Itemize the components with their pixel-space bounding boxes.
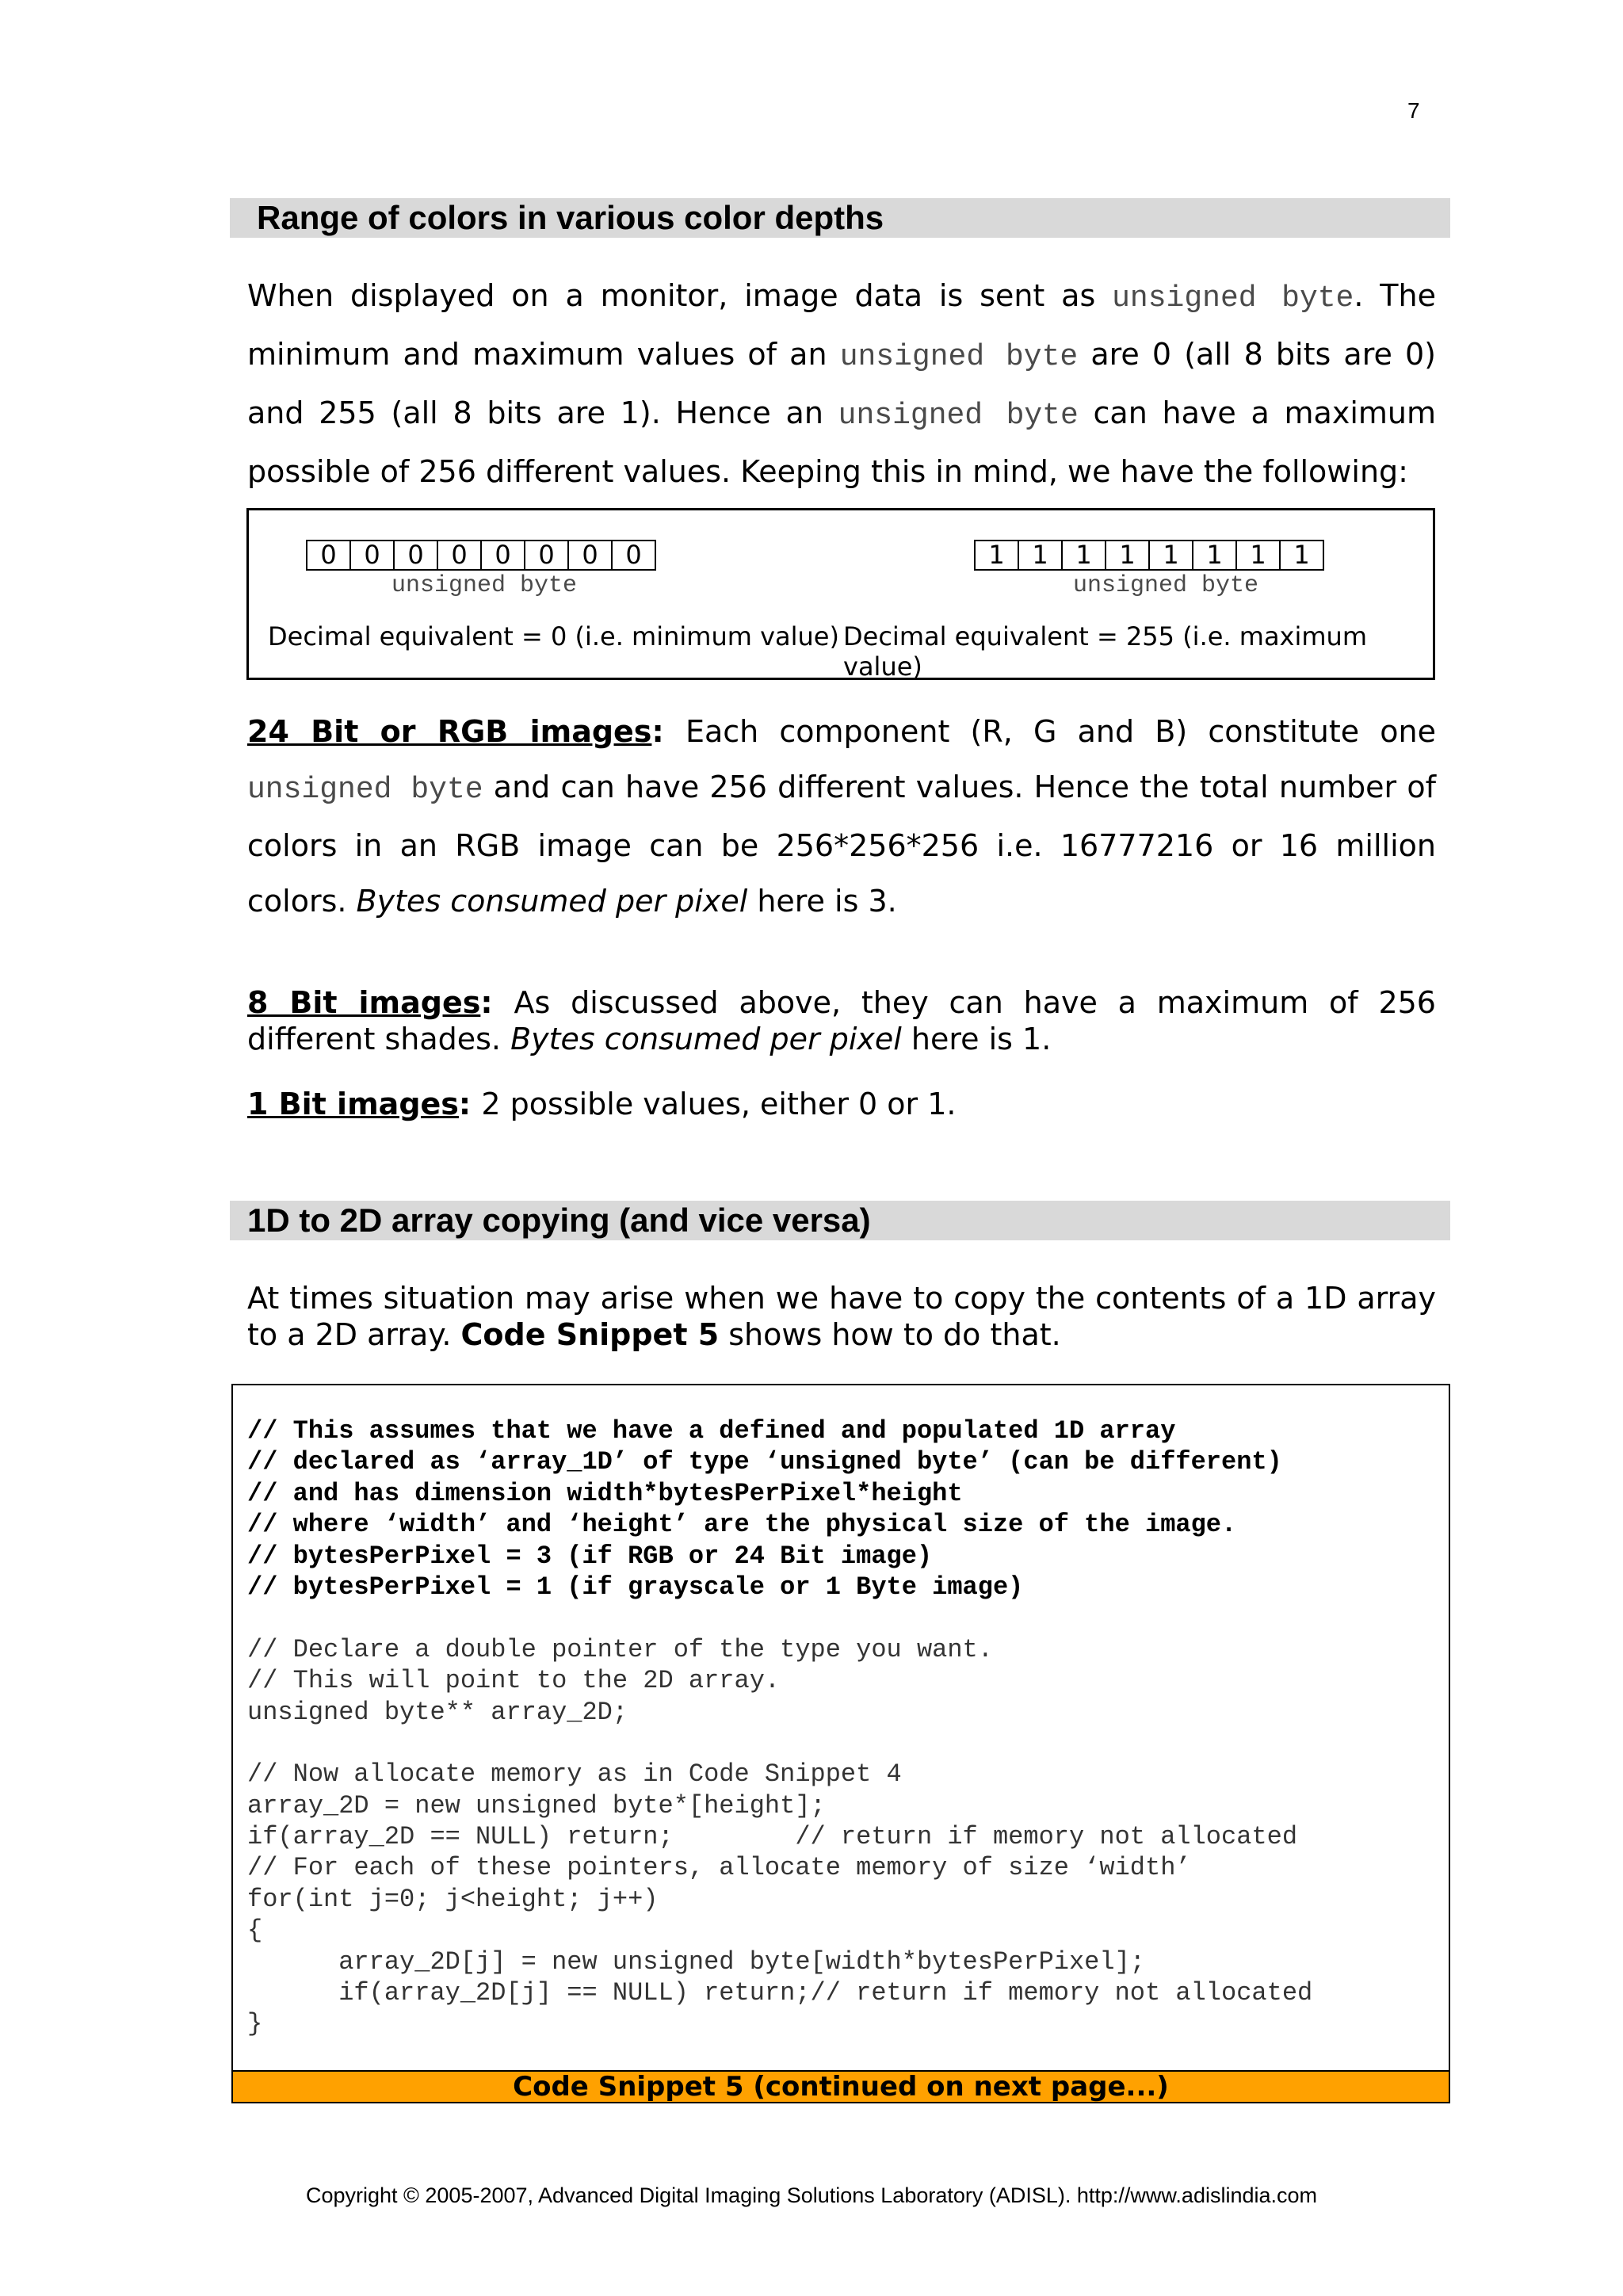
code-line: // declared as ‘array_1D’ of type ‘unsigned byte’ (can be different): [247, 1447, 1282, 1477]
bit-cell: 1: [1193, 541, 1237, 569]
code-line: // bytesPerPixel = 1 (if grayscale or 1 Byte image): [247, 1572, 1024, 1602]
text-run: here is 1.: [901, 1022, 1052, 1056]
code-line: if(array_2D[j] == NULL) return;// return if memory not allocated: [247, 1978, 1313, 2008]
bold-term: Code Snippet 5: [460, 1317, 720, 1352]
code-line: // This assumes that we have a defined and populated 1D array: [247, 1416, 1176, 1446]
paragraph-8-bit-images: [247, 984, 1436, 1057]
text-run: . The minimum and maximum values of an: [247, 278, 1436, 372]
text-run: At times situation may arise when we have to copy the contents of a 1D array to a 2D array.: [247, 1281, 1436, 1352]
code-term: unsigned byte: [1112, 281, 1354, 315]
bit-cell: 0: [438, 541, 482, 569]
code-line: [247, 1603, 1312, 1633]
paragraph-rgb-images: [247, 704, 1436, 929]
code-line: // where ‘width’ and ‘height’ are the physical size of the image.: [247, 1510, 1237, 1540]
code-line: [247, 1728, 1312, 1759]
italic-term: Bytes consumed per pixel: [356, 884, 748, 919]
text-run: When displayed on a monitor, image data is sent as: [247, 278, 1113, 313]
bit-cell: 1: [1106, 541, 1150, 569]
bit-cell: 0: [395, 541, 438, 569]
code-line: }: [247, 2009, 263, 2039]
code-line: // Now allocate memory as in Code Snippet 4: [247, 1759, 902, 1790]
code-snippet-box: [231, 1384, 1450, 2103]
paragraph-1-bit-images: [247, 1086, 1436, 1122]
code-line: // bytesPerPixel = 3 (if RGB or 24 Bit image): [247, 1541, 933, 1571]
text-run: and can have 256 different values. Hence the total number of colors in an RGB image can be 256*256*256 i.e. 16777216 or 16 million colors.: [247, 770, 1437, 919]
code-line: array_2D[j] = new unsigned byte[width*bytesPerPixel];: [247, 1946, 1145, 1977]
bit-cell: 1: [1237, 541, 1281, 569]
max-byte-bits: [974, 540, 1324, 571]
min-byte-caption: unsigned byte: [391, 572, 578, 599]
bit-cell: 0: [351, 541, 395, 569]
code-line: array_2D = new unsigned byte*[height];: [247, 1790, 826, 1820]
code-line: if(array_2D == NULL) return; // return if memory not allocated: [247, 1822, 1298, 1852]
bit-cell: 0: [625, 540, 642, 570]
bit-cell: 0: [307, 541, 351, 569]
bit-cell: 1: [1019, 541, 1063, 569]
code-line: for(int j=0; j<height; j++): [247, 1884, 659, 1914]
code-snippet-caption: Code Snippet 5 (continued on next page...): [231, 2070, 1450, 2103]
bit-cell: 1: [1063, 541, 1106, 569]
section-heading-color-depths: Range of colors in various color depths: [230, 198, 1450, 238]
bit-cell: 1: [1293, 540, 1310, 570]
page-number: 7: [1407, 98, 1420, 123]
bit-cell: 0: [525, 541, 569, 569]
bit-cell: 1: [1150, 541, 1193, 569]
text-run: shows how to do that.: [719, 1317, 1061, 1352]
min-decimal-equivalent: Decimal equivalent = 0 (i.e. minimum value): [268, 621, 839, 651]
text-run: are 0 (all 8 bits are 0) and 255 (all 8 bits are 1). Hence an: [247, 337, 1437, 430]
code-line: // Declare a double pointer of the type you want.: [247, 1634, 993, 1664]
min-byte-bits: [306, 540, 656, 571]
code-line: unsigned byte** array_2D;: [247, 1697, 628, 1727]
copyright-footer: Copyright © 2005-2007, Advanced Digital Imaging Solutions Laboratory (ADISL). http://www.adislindia.com: [305, 2183, 1318, 2207]
paragraph-lead-term: 8 Bit images: [247, 985, 481, 1020]
max-byte-caption: unsigned byte: [1073, 572, 1259, 599]
max-decimal-equivalent: Decimal equivalent = 255 (i.e. maximum value): [843, 621, 1367, 682]
italic-term: Bytes consumed per pixel: [510, 1022, 902, 1056]
bit-cell: 0: [482, 541, 525, 569]
text-run: here is 3.: [747, 884, 897, 919]
code-line: // This will point to the 2D array.: [247, 1666, 781, 1696]
bit-cell: 1: [976, 541, 1019, 569]
code-term: unsigned byte: [247, 773, 483, 807]
code-snippet-lines: [247, 1415, 1312, 2040]
code-term: unsigned byte: [839, 340, 1079, 374]
text-run: As discussed above, they can have a maximum of 256 different shades.: [247, 985, 1436, 1056]
text-run: 2 possible values, either 0 or 1.: [481, 1087, 957, 1121]
lead-colon: :: [651, 714, 685, 749]
paragraph-lead-term: 1 Bit images: [247, 1087, 459, 1121]
paragraph-array-copy-intro: [247, 1280, 1436, 1353]
code-line: // For each of these pointers, allocate memory of size ‘width’: [247, 1853, 1191, 1883]
text-run: Each component (R, G and B) constitute one: [685, 714, 1436, 749]
lead-colon: :: [480, 985, 514, 1020]
unsigned-byte-range-box: [246, 508, 1435, 680]
section-heading-array-copying: 1D to 2D array copying (and vice versa): [230, 1201, 1450, 1240]
lead-colon: :: [458, 1087, 482, 1121]
code-line: {: [247, 1916, 263, 1946]
paragraph-unsigned-byte-intro: [247, 268, 1436, 499]
code-term: unsigned byte: [838, 399, 1079, 433]
bit-cell: 0: [569, 541, 613, 569]
text-run: can have a maximum possible of 256 different values. Keeping this in mind, we have the following:: [247, 395, 1436, 489]
code-line: // and has dimension width*bytesPerPixel*height: [247, 1478, 963, 1508]
paragraph-lead-term: 24 Bit or RGB images: [247, 714, 652, 749]
